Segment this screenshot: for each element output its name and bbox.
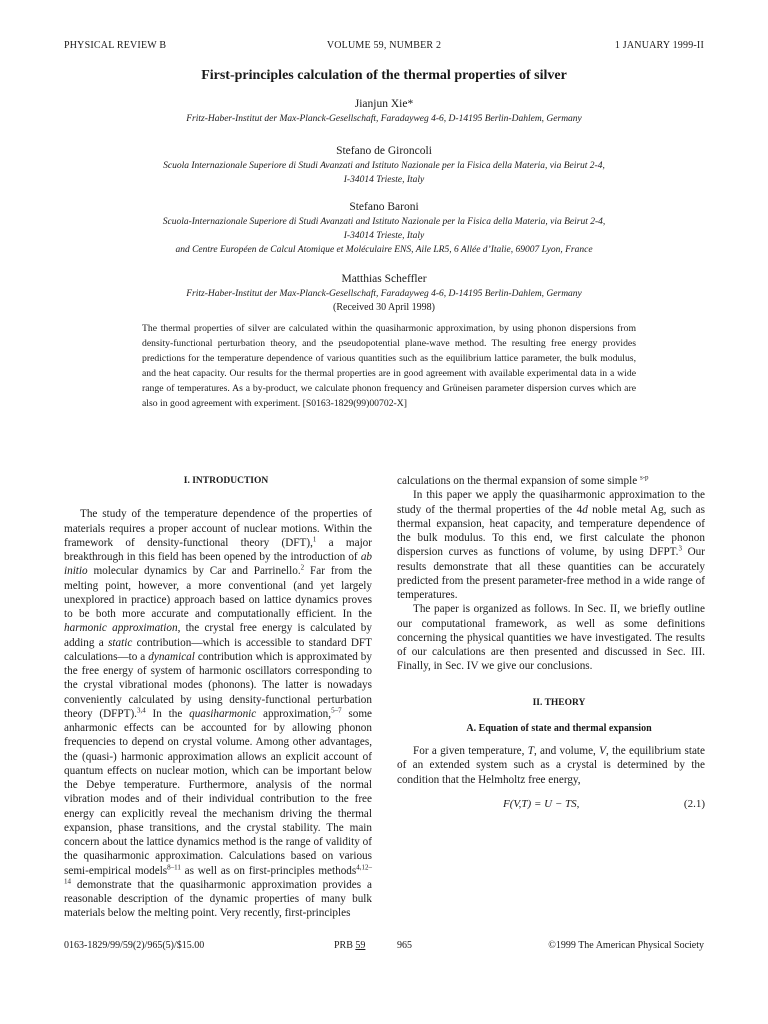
copyright: ©1999 The American Physical Society (548, 940, 704, 951)
author-affiliation: Fritz-Haber-Institut der Max-Planck-Gesellschaft, Faradayweg 4-6, D-14195 Berlin-Dahlem, Germany (186, 114, 582, 124)
footer-journal: PRB 59 (334, 940, 366, 951)
paragraph: The paper is organized as follows. In Sec. II, we briefly outline our computational framework, as well as some definitions concerning the physical quantities we have investigated. The results of our calculations are then presented and discussed in Sec. III. Finally, in Sec. IV we give our conclusions. (397, 603, 705, 673)
author-affiliation: Fritz-Haber-Institut der Max-Planck-Gesellschaft, Faradayweg 4-6, D-14195 Berlin-Dahlem, Germany (186, 289, 582, 299)
author-block-4 (80, 272, 688, 315)
author-affiliation: Scuola-Internazionale Superiore di Studi Avanzati and Istituto Nazionale per la Fisica della Materia, via Beirut 2-4, (162, 217, 606, 227)
author-block-3 (80, 200, 688, 257)
left-column (64, 474, 372, 921)
paragraph: In this paper we apply the quasiharmonic approximation to the study of the thermal properties of the 4d noble metal Ag, such as thermal expansion, heat capacity, and temperature dependence of the bulk modulus. To this end, we first calculate the phonon dispersion curves as functions of volume, by using DFPT.$^3$ Our results demonstrate that all these quantities can be accurately predicted from the present parameter-free method in a wide range of temperatures. (397, 489, 706, 601)
volume-number: VOLUME 59, NUMBER 2 (326, 40, 442, 51)
paragraph: For a given temperature, T, and volume, V, the equilibrium state of an extended system such as a crystal is determined by the condition that the Helmholtz free energy, (397, 745, 706, 786)
subsection-heading: A. Equation of state and thermal expansion (466, 722, 652, 734)
paper-title: First-principles calculation of the thermal properties of silver (201, 68, 567, 83)
equation-body: F(V,T) = U − TS, (503, 797, 580, 810)
section-heading: II. THEORY (532, 697, 586, 708)
abstract: The thermal properties of silver are calculated within the quasiharmonic approximation, by using phonon dispersions from density-functional perturbation theory, and the pseudopotential plane-wave method. The resulting free energy provides predictions for the temperature dependence of various quantities such as the equilibrium lattice parameter, the bulk modulus, and the heat capacity. Our results for the thermal properties are in good agreement with available experimental data in a wide range of temperatures. As a by-product, we calculate phonon frequency and Grüneisen parameter dispersion curves which are also in good agreement with experiment. [S0163-1829(99)00702-X] (142, 323, 636, 409)
author-name: Matthias Scheffler (341, 273, 427, 285)
author-affiliation: I-34014 Trieste, Italy (343, 231, 425, 241)
author-name: Stefano de Gironcoli (336, 145, 432, 157)
author-name: Jianjun Xie* (354, 98, 414, 110)
right-column (397, 474, 705, 813)
issue-date: 1 JANUARY 1999-II (614, 40, 704, 51)
equation (397, 797, 705, 813)
author-name: Stefano Baroni (349, 201, 419, 213)
page-number: 965 (397, 940, 412, 951)
equation-number: (2.1) (683, 797, 705, 810)
author-affiliation: Scuola Internazionale Superiore di Studi Avanzati and Istituto Nazionale per la Fisica della Materia, via Beirut 2-4, (163, 161, 605, 171)
received-date: (Received 30 April 1998) (333, 302, 435, 313)
author-block-1 (80, 97, 688, 126)
section-heading: I. INTRODUCTION (183, 476, 269, 486)
author-block-2 (80, 144, 688, 187)
footer-code: 0163-1829/99/59(2)/965(5)/$15.00 (64, 940, 205, 951)
author-affiliation: and Centre Européen de Calcul Atomique et Moléculaire ENS, Aile LR5, 6 Allée d’Italie, 69007 Lyon, France (175, 245, 593, 255)
paragraph-continued: calculations on the thermal expansion of some simple $^{s-p}$ (397, 473, 649, 487)
journal-name: PHYSICAL REVIEW B (64, 40, 167, 51)
author-affiliation: I-34014 Trieste, Italy (343, 175, 425, 185)
paragraph: The study of the temperature dependence of the properties of materials requires a proper account of nuclear motions. Within the framework of density-functional theory (DFT),$^1$ a major breakthrough in this field has been opened by the introduction of ab initio molecular dynamics by Car and Parrinello.$^2$ Far from the melting point, however, a more conventional (and yet largely unexplored in practice) approach based on lattice dynamics proves to be both more accurate and computationally efficient. In the harmonic approximation, the crystal free energy is calculated by adding a static contribution—which is accessible to standard DFT calculations—to a dynamical contribution which is approximated by the free energy of system of harmonic oscillators corresponding to the crystal vibrational modes (phonons). The latter is nowadays conveniently calculated by using density-functional perturbation theory (DFPT).$^{3,4}$ In the quasiharmonic approximation,$^{5-7}$ some anharmonic effects can be accounted for by allowing phonon frequencies to depend on crystal volume. Among other advantages, the (quasi-) harmonic approximation allows an explicit account of quantum effects on nuclear motion, which can be important below the Debye temperature. Furthermore, analysis of the normal vibration modes and of their individual contribution to the free energy can explicitly reveal the mechanism driving the thermal expansion, phase transitions, and the crystal stability. The main concern about the lattice dynamics method is the range of validity of the quasiharmonic approximation. Calculations based on various semi-empirical models$^{8-11}$ as well as on first-principles methods$^{4,12-14}$ demonstrate that the quasiharmonic approximation provides a reasonable description of the dynamic properties of many bulk materials below the melting point. Very recently, first-principles (64, 508, 373, 920)
